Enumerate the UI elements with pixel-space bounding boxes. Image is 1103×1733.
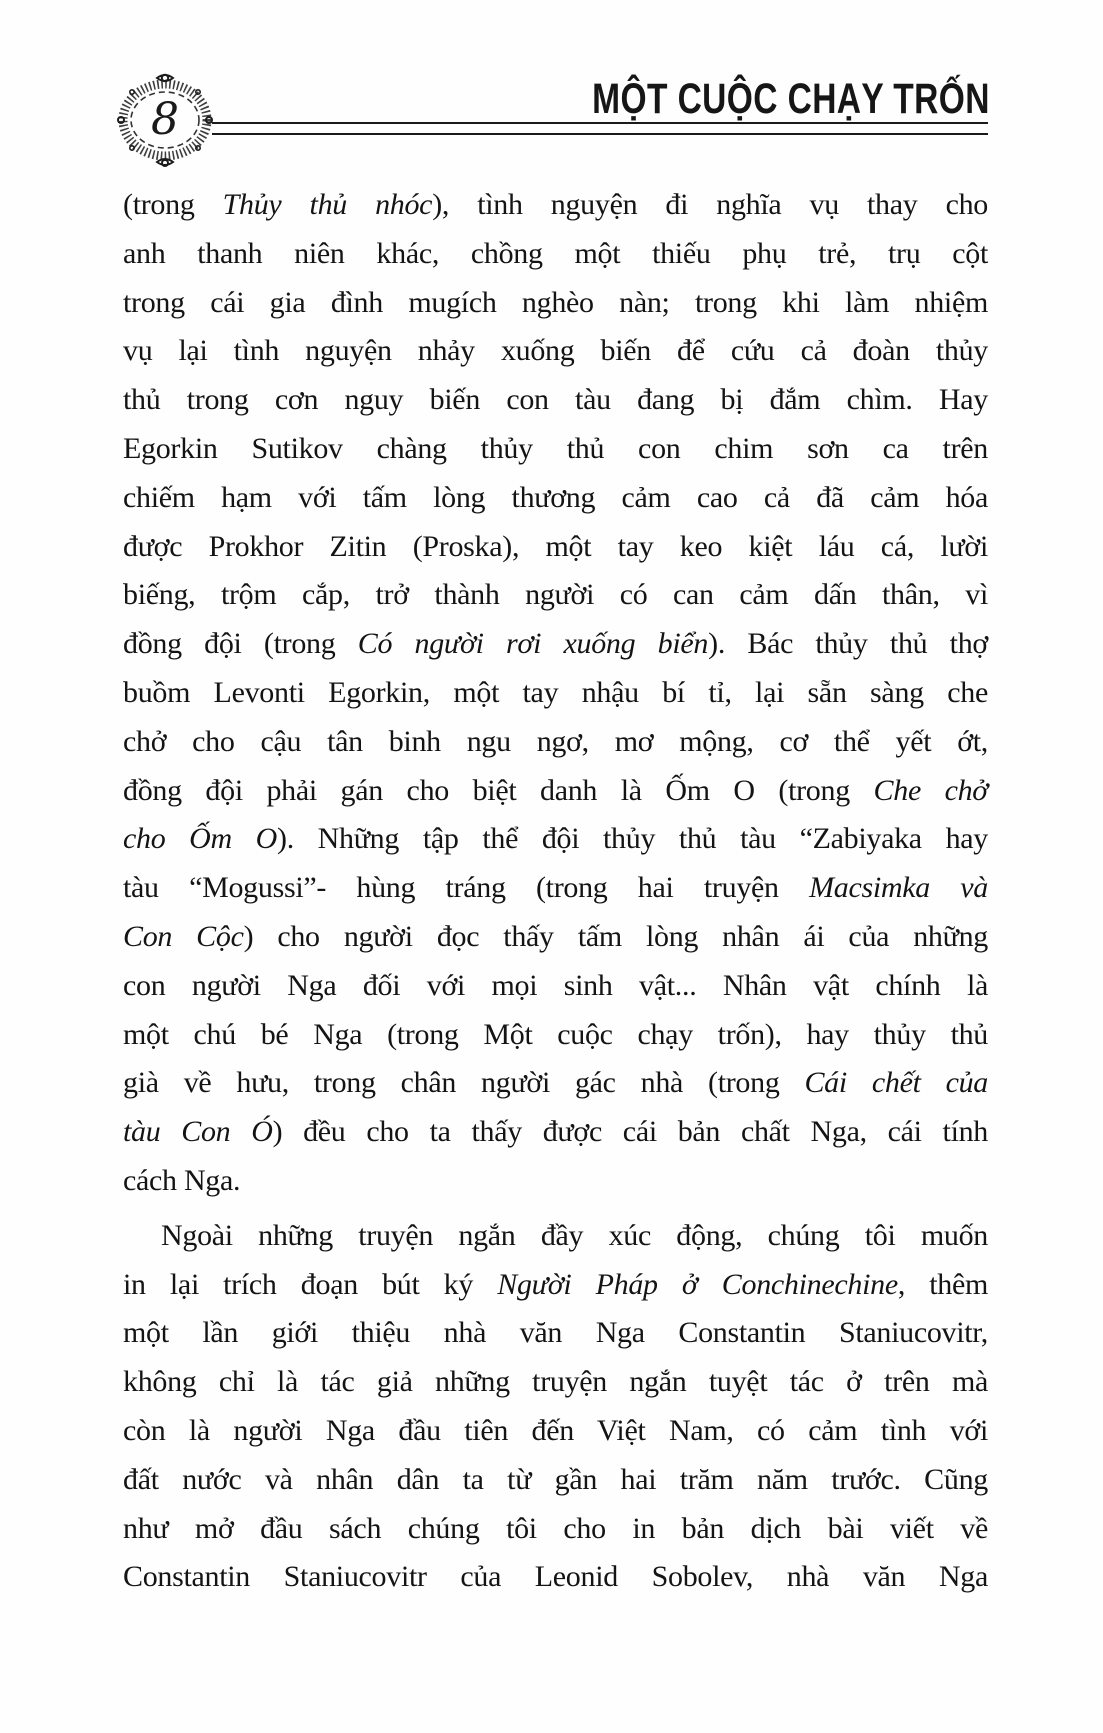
body-text: con người Nga đối với mọi sinh vật... Nhân vật chính là (123, 968, 988, 1002)
text-line (123, 279, 988, 328)
text-line (123, 1407, 988, 1456)
text-line (123, 1309, 988, 1358)
text-line (123, 815, 988, 864)
body-text: còn là người Nga đầu tiên đến Việt Nam, có cảm tình với (123, 1413, 988, 1447)
body-text: chiếm hạm với tấm lòng thương cảm cao cả đã cảm hóa (123, 480, 988, 514)
body-text: Constantin Staniucovitr của Leonid Sobolev, nhà văn Nga (123, 1560, 988, 1594)
paragraph (123, 1212, 988, 1602)
text-line (123, 669, 988, 718)
body-text: buồm Levonti Egorkin, một tay nhậu bí tỉ, lại sẵn sàng che (123, 675, 988, 709)
text-block (123, 181, 988, 1602)
text-line (123, 523, 988, 572)
body-text: đất nước và nhân dân ta từ gần hai trăm năm trước. Cũng (123, 1462, 988, 1496)
running-header-title: MỘT CUỘC CHẠY TRỐN (592, 75, 990, 123)
text-line (123, 1011, 988, 1060)
text-line (123, 1456, 988, 1505)
body-text: ) cho người đọc thấy tấm lòng nhân ái của những (243, 919, 988, 953)
text-line (123, 718, 988, 767)
italic-title-text: Macsimka và (809, 871, 988, 905)
body-text: biếng, trộm cắp, trở thành người có can cảm dấn thân, vì (123, 578, 988, 612)
text-line (123, 1553, 988, 1602)
text-line (123, 474, 988, 523)
text-line (123, 1059, 988, 1108)
text-line (123, 620, 988, 669)
body-text: đồng đội (trong (123, 627, 358, 661)
text-line (123, 571, 988, 620)
body-text: một chú bé Nga (trong Một cuộc chạy trốn), hay thủy thủ (123, 1017, 988, 1051)
body-text: (trong (123, 188, 223, 221)
text-line (123, 1505, 988, 1554)
italic-title-text: Thủy thủ nhóc (222, 188, 433, 221)
italic-title-text: Có người rơi xuống biển (357, 627, 709, 661)
italic-title-text: cho Ốm O (123, 822, 278, 856)
body-text: in lại trích đoạn bút ký (123, 1267, 498, 1301)
italic-title-text: tàu Con Ó (123, 1115, 273, 1149)
body-text: ), tình nguyện đi nghĩa vụ thay cho (432, 188, 988, 221)
body-text: cách Nga. (123, 1163, 241, 1197)
italic-title-text: Che chở (873, 773, 988, 807)
body-text: tàu “Mogussi”- hùng tráng (trong hai truyện (123, 871, 810, 905)
body-text: được Prokhor Zitin (Proska), một tay keo kiệt láu cá, lười (123, 529, 988, 563)
body-text: thủ trong cơn nguy biến con tàu đang bị đắm chìm. Hay (123, 383, 988, 417)
text-line (123, 181, 988, 230)
body-text: Egorkin Sutikov chàng thủy thủ con chim sơn ca trên (123, 431, 988, 465)
text-line (123, 1358, 988, 1407)
page-number-ornament (112, 72, 218, 172)
body-text: trong cái gia đình mugích nghèo nàn; trong khi làm nhiệm (123, 285, 988, 319)
body-text: , thêm (897, 1267, 988, 1301)
text-line (123, 1157, 988, 1206)
body-text: Ngoài những truyện ngắn đầy xúc động, chúng tôi muốn (161, 1218, 988, 1252)
text-line (123, 913, 988, 962)
text-line (123, 1261, 988, 1310)
body-text: ). Những tập thể đội thủy thủ tàu “Zabiyaka hay (277, 822, 988, 856)
body-text: vụ lại tình nguyện nhảy xuống biến để cứu cả đoàn thủy (123, 334, 988, 368)
text-line (123, 376, 988, 425)
text-line (123, 1108, 988, 1157)
text-line (123, 230, 988, 279)
text-line (123, 962, 988, 1011)
body-text: ) đều cho ta thấy được cái bản chất Nga, cái tính (272, 1115, 989, 1149)
body-text: đồng đội phải gán cho biệt danh là Ốm O (trong (123, 773, 874, 807)
body-text: chở cho cậu tân binh ngu ngơ, mơ mộng, cơ thể yết ớt, (123, 724, 988, 758)
body-text: một lần giới thiệu nhà văn Nga Constantin Staniucovitr, (123, 1316, 988, 1350)
text-line (123, 767, 988, 816)
italic-title-text: Con Cộc (123, 919, 244, 953)
body-text: không chỉ là tác giả những truyện ngắn tuyệt tác ở trên mà (123, 1365, 988, 1399)
text-line (123, 1212, 988, 1261)
italic-title-text: Cái chết của (804, 1066, 988, 1100)
paragraph (123, 181, 988, 1206)
header-double-rule (212, 122, 988, 135)
text-line (123, 425, 988, 474)
body-text: ). Bác thủy thủ thợ (708, 627, 988, 661)
text-line (123, 864, 988, 913)
text-line (123, 327, 988, 376)
body-text: anh thanh niên khác, chồng một thiếu phụ trẻ, trụ cột (123, 236, 988, 270)
body-text: như mở đầu sách chúng tôi cho in bản dịch bài viết về (123, 1511, 988, 1545)
body-text: già về hưu, trong chân người gác nhà (trong (123, 1066, 805, 1100)
italic-title-text: Người Pháp ở Conchinechine (497, 1267, 898, 1301)
page-number: 8 (151, 94, 179, 145)
